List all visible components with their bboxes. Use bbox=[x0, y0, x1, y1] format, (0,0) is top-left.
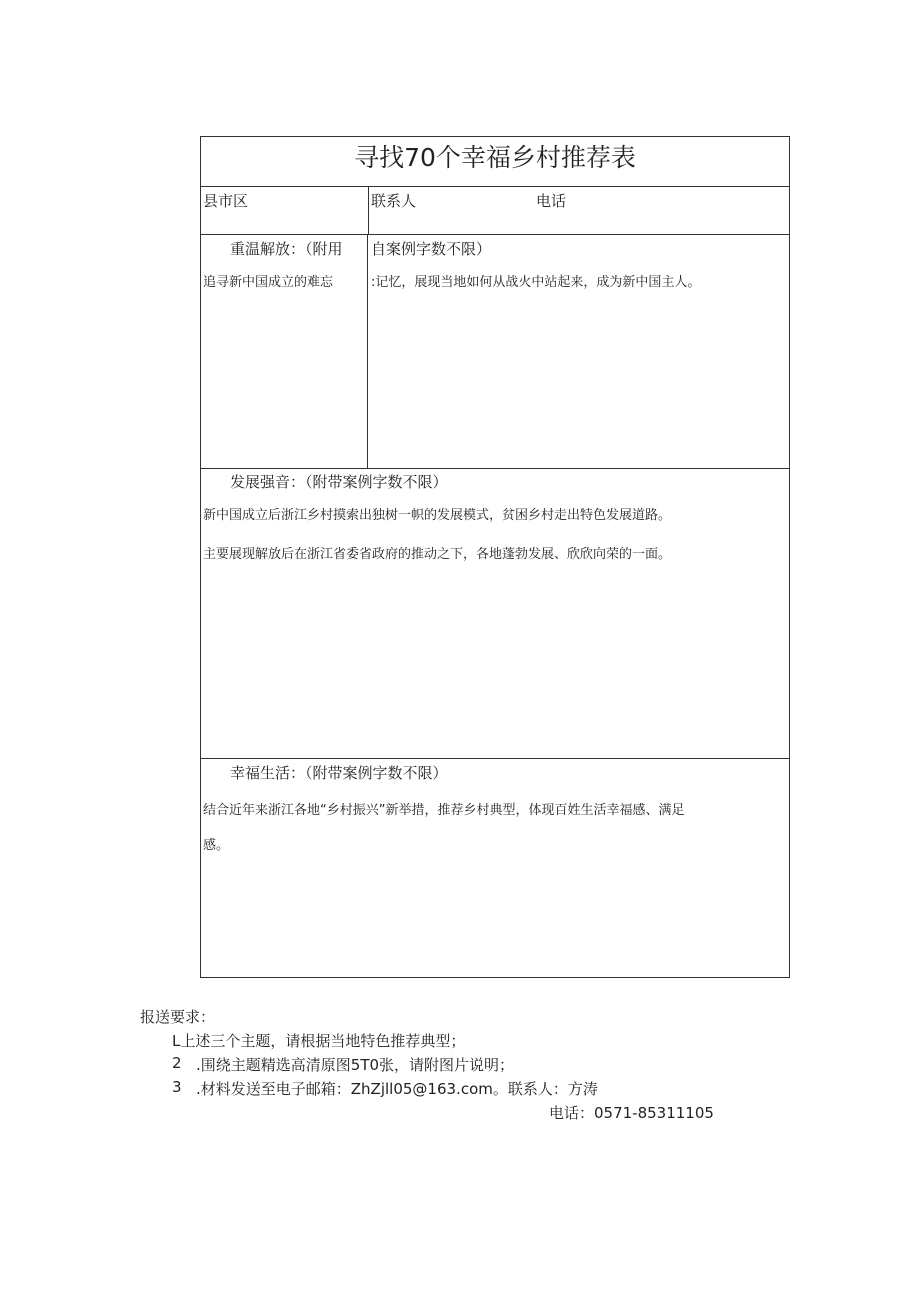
section2-divider bbox=[201, 758, 789, 759]
contact-label: 联系人 bbox=[371, 192, 417, 210]
section1-divider bbox=[201, 468, 789, 469]
section3-desc-line2: 感。 bbox=[203, 838, 230, 853]
submission-requirements-heading: 报送要求： bbox=[140, 1008, 216, 1026]
form-title: 寻找70个幸福乡村推荐表 bbox=[354, 143, 636, 172]
info-column-divider bbox=[368, 186, 369, 234]
section1-heading-left: 重温解放：（附用 bbox=[230, 240, 343, 258]
requirement-item-1: L上述三个主题，请根据当地特色推荐典型； bbox=[172, 1032, 466, 1050]
section2-heading: 发展强音：（附带案例字数不限） bbox=[230, 473, 448, 491]
county-label: 县市区 bbox=[203, 192, 249, 210]
recommendation-form-table bbox=[200, 136, 790, 978]
section1-column-divider bbox=[367, 234, 368, 468]
section1-desc-right: :记忆，展现当地如何从战火中站起来，成为新中国主人。 bbox=[371, 275, 701, 290]
requirement-item-2: .围绕主题精选高清原图5T0张，请附图片说明； bbox=[196, 1056, 515, 1074]
contact-phone: 电话：0571-85311105 bbox=[549, 1104, 714, 1122]
section1-heading-right: 自案例字数不限） bbox=[371, 240, 492, 258]
phone-label: 电话 bbox=[536, 192, 567, 210]
section2-desc-line2: 主要展现解放后在浙江省委省政府的推动之下，各地蓬勃发展、欣欣向荣的一面。 bbox=[203, 547, 672, 562]
section1-desc-left: 追寻新中国成立的难忘 bbox=[203, 275, 334, 290]
requirement-item-3-number: 3 bbox=[172, 1078, 182, 1096]
section3-desc-line1: 结合近年来浙江各地“乡村振兴”新举措，推荐乡村典型，体现百姓生活幸福感、满足 bbox=[203, 803, 685, 818]
requirement-item-3: .材料发送至电子邮箱：ZhZjll05@163.com。联系人：方涛 bbox=[196, 1080, 598, 1098]
section3-heading: 幸福生活：（附带案例字数不限） bbox=[230, 764, 448, 782]
info-row-divider bbox=[201, 234, 789, 235]
section2-desc-line1: 新中国成立后浙江乡村摸索出独树一帜的发展模式，贫困乡村走出特色发展道路。 bbox=[203, 508, 672, 523]
requirement-item-2-number: 2 bbox=[172, 1054, 182, 1072]
title-row-divider bbox=[201, 186, 789, 187]
